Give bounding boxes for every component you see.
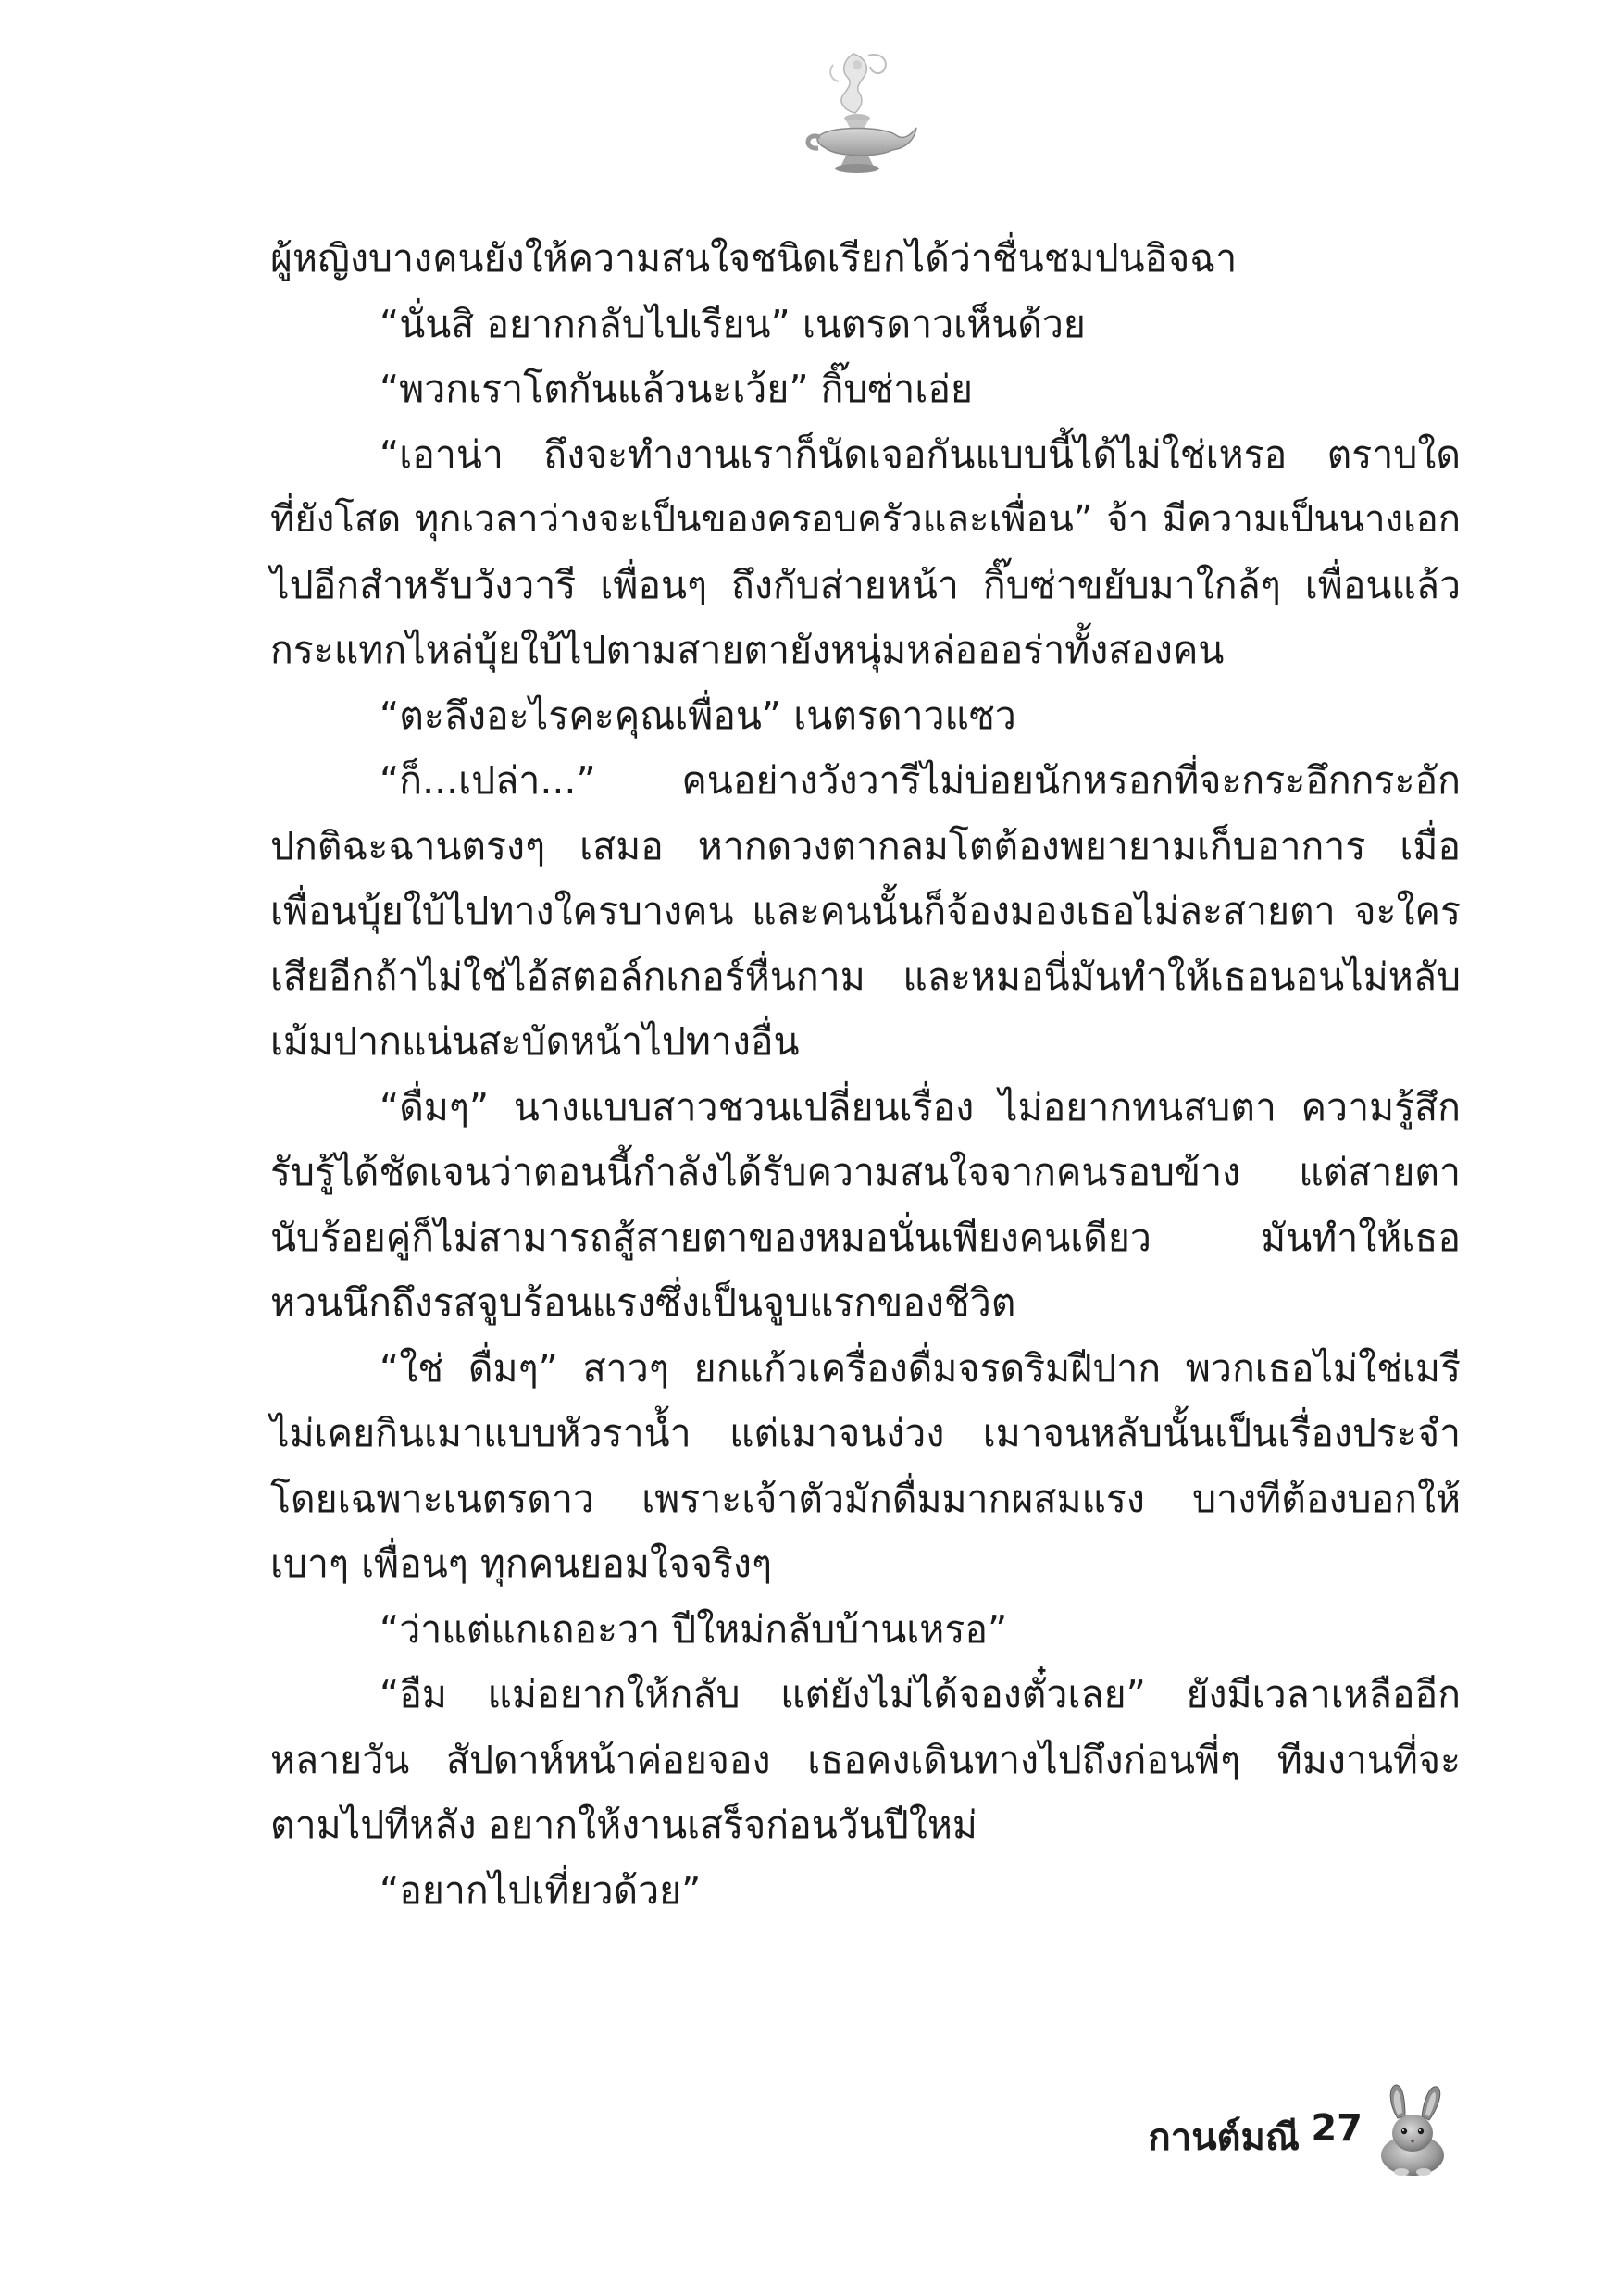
page-footer: [1064, 2081, 1453, 2183]
text-line: ตามไปทีหลัง อยากให้งานเสร็จก่อนวันปีใหม่: [270, 1803, 977, 1847]
text-line: “อืม แม่อยากให้กลับ แต่ยังไม่ได้จองตั๋วเลย” ยังมีเวลาเหลืออีก: [380, 1672, 1461, 1716]
text-line: ผู้หญิงบางคนยังให้ความสนใจชนิดเรียกได้ว่าชื่นชมปนอิจฉา: [270, 236, 1238, 281]
text-line: “พวกเราโตกันแล้วนะเว้ย” กิ๊บซ่าเอ่ย: [380, 367, 973, 411]
text-line: “นั่นสิ อยากกลับไปเรียน” เนตรดาวเห็นด้วย: [380, 301, 1086, 346]
body-text: [270, 226, 1461, 1923]
text-line: “ตะลึงอะไรคะคุณเพื่อน” เนตรดาวแซว: [380, 693, 1016, 738]
text-line: ปกติฉะฉานตรงๆ เสมอ หากดวงตากลมโตต้องพยายามเก็บอาการ เมื่อ: [270, 823, 1461, 868]
text-line: รับรู้ได้ชัดเจนว่าตอนนี้กำลังได้รับความสนใจจากคนรอบข้าง แต่สายตา: [270, 1150, 1461, 1194]
text-line: “ดื่มๆ” นางแบบสาวชวนเปลี่ยนเรื่อง ไม่อยากทนสบตา ความรู้สึก: [380, 1084, 1461, 1129]
text-line: หลายวัน สัปดาห์หน้าค่อยจอง เธอคงเดินทางไปถึงก่อนพี่ๆ ทีมงานที่จะ: [270, 1737, 1461, 1782]
text-line: นับร้อยคู่ก็ไม่สามารถสู้สายตาของหมอนั่นเพียงคนเดียว มันทำให้เธอ: [270, 1215, 1461, 1260]
page-number: 27: [1311, 2107, 1363, 2150]
text-line: กระแทกไหล่บุ้ยใบ้ไปตามสายตายังหนุ่มหล่อออร่าทั้งสองคน: [270, 628, 1225, 672]
text-line: เพื่อนบุ้ยใบ้ไปทางใครบางคน และคนนั้นก็จ้องมองเธอไม่ละสายตา จะใคร: [270, 889, 1461, 933]
text-line: ไม่เคยกินเมาแบบหัวราน้ำ แต่เมาจนง่วง เมาจนหลับนั้นเป็นเรื่องประจำ: [270, 1411, 1461, 1455]
rabbit-icon: [1372, 2081, 1453, 2177]
text-line: “ใช่ ดื่มๆ” สาวๆ ยกแก้วเครื่องดื่มจรดริมฝีปาก พวกเธอไม่ใช่เมรี: [380, 1345, 1461, 1391]
text-line: เบาๆ เพื่อนๆ ทุกคนยอมใจจริงๆ: [270, 1541, 772, 1586]
text-line: หวนนึกถึงรสจูบร้อนแรงซึ่งเป็นจูบแรกของชีวิต: [270, 1280, 1016, 1325]
text-line: ไปอีกสำหรับวังวารี เพื่อนๆ ถึงกับส่ายหน้า กิ๊บซ่าขยับมาใกล้ๆ เพื่อนแล้ว: [270, 562, 1461, 607]
genie-lamp-icon: [800, 46, 920, 185]
text-line: เม้มปากแน่นสะบัดหน้าไปทางอื่น: [270, 1019, 800, 1064]
text-line: เสียอีกถ้าไม่ใช่ไอ้สตอล์กเกอร์หื่นกาม และหมอนี่มันทำให้เธอนอนไม่หลับ: [270, 954, 1461, 999]
text-line: โดยเฉพาะเนตรดาว เพราะเจ้าตัวมักดื่มมากผสมแรง บางทีต้องบอกให้: [270, 1476, 1461, 1521]
text-line: “ว่าแต่แกเถอะวา ปีใหม่กลับบ้านเหรอ”: [380, 1606, 1008, 1652]
text-line: “ก็...เปล่า...” คนอย่างวังวารีไม่บ่อยนักหรอกที่จะกระอึกกระอัก: [380, 758, 1461, 803]
text-line: ที่ยังโสด ทุกเวลาว่างจะเป็นของครอบครัวและเพื่อน” จ้า มีความเป็นนางเอก: [270, 498, 1461, 541]
text-line: “เอาน่า ถึงจะทำงานเราก็นัดเจอกันแบบนี้ได้ไม่ใช่เหรอ ตราบใด: [380, 431, 1461, 477]
author-name: กานต์มณี: [1148, 2116, 1300, 2159]
text-line: “อยากไปเที่ยวด้วย”: [380, 1867, 702, 1913]
